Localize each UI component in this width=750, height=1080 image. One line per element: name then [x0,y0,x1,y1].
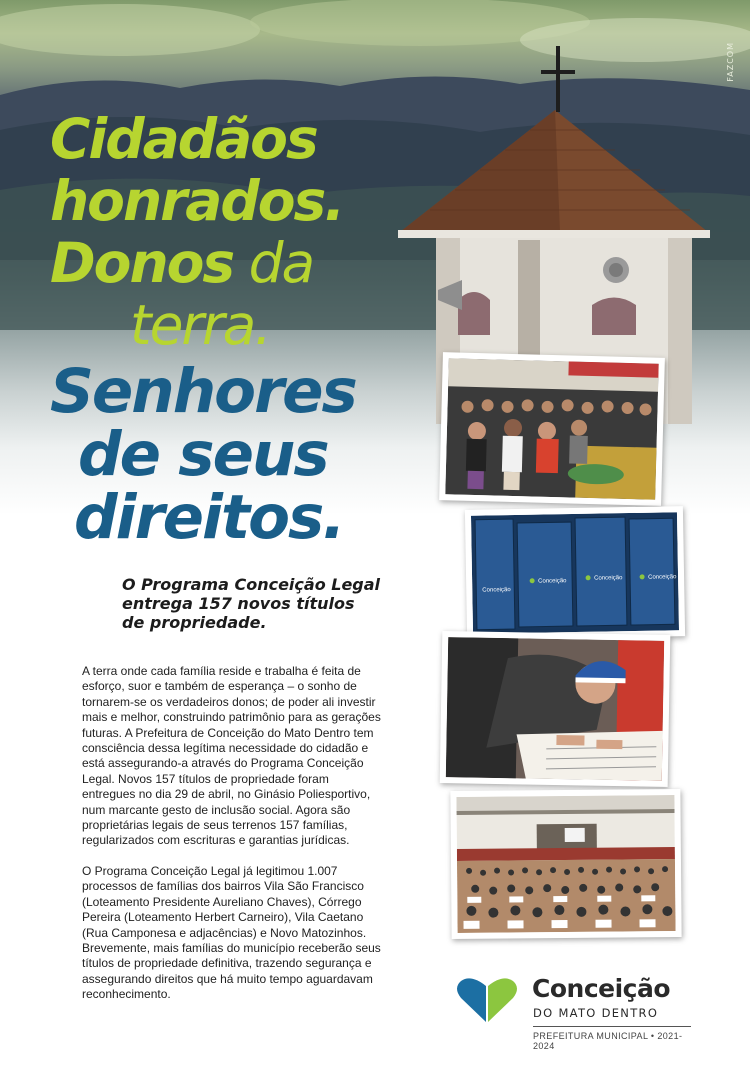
headline-line-5: Senhores [50,356,356,427]
body-paragraph-1: A terra onde cada família reside e trabalha é feita de esforço, suor e também de esperança – o sonho de tornarem-se os verdadeiros donos; de poder ali investir mais e melhor, construindo patrimônio para as gerações futuras. A Prefeitura de Conceição do Mato Dentro tem consciência dessa legítima necessidade do cidadão e está assegurando-a através do Programa Conceição Legal. Novos 157 títulos de propriedade foram entregues no dia 29 de abril, no Ginásio Poliesportivo, num marcante gesto de inclusão social. Agora são proprietárias legais de seus terrenos 157 famílias, regularizados com escrituras e garantias jurídicas. [82,664,381,848]
photo-audience [439,352,665,506]
photo-auditorium [450,789,681,939]
folder-label-3: Conceição [594,575,623,582]
logo-subtitle: DO MATO DENTRO [533,1006,659,1020]
subheadline-line-3: de propriedade. [122,613,267,632]
headline-line-7: direitos. [74,482,344,553]
headline [50,107,410,553]
headline-line-2: honrados. [50,169,344,233]
folder-label-1: Conceição [482,587,511,594]
headline-line-6: de seus [78,419,328,490]
agency-credit: FAZCOM [726,42,735,82]
subheadline [122,575,402,632]
folder-label-2: Conceição [538,578,567,585]
headline-line-4: terra. [130,293,270,357]
folder-label-4: Conceição [648,574,677,581]
logo-name: Conceição [532,974,671,1003]
logo-administration: PREFEITURA MUNICIPAL • 2021-2024 [533,1031,683,1051]
headline-line-1: Cidadãos [50,107,317,171]
heart-icon [455,976,519,1024]
article-body [82,664,382,1018]
body-paragraph-2: O Programa Conceição Legal já legitimou 1.007 processos de famílias dos bairros Vila São Francisco (Loteamento Presidente Aureliano Chaves), Córrego Pereira (Loteamento Herbert Carneiro), Vila Caetano (Rua Camponesa e adjacências) e Novo Matozinhos. Brevemente, mais famílias do município receberão seus títulos de propriedade definitiva, trazendo segurança e assegurando direitos que há muito tempo aguardavam reconhecimento. [82,863,381,1002]
headline-line-3 [50,232,410,294]
headline-line-3-light: da [233,231,314,295]
photo-title-folders [465,506,685,640]
logo-divider [533,1026,691,1027]
subheadline-line-1: O Programa Conceição Legal [122,575,381,594]
subheadline-line-2: entrega 157 novos títulos [122,594,355,613]
municipal-logo [455,972,695,1052]
photo-man-signing [440,631,671,787]
headline-line-3-bold: Donos [50,231,234,295]
